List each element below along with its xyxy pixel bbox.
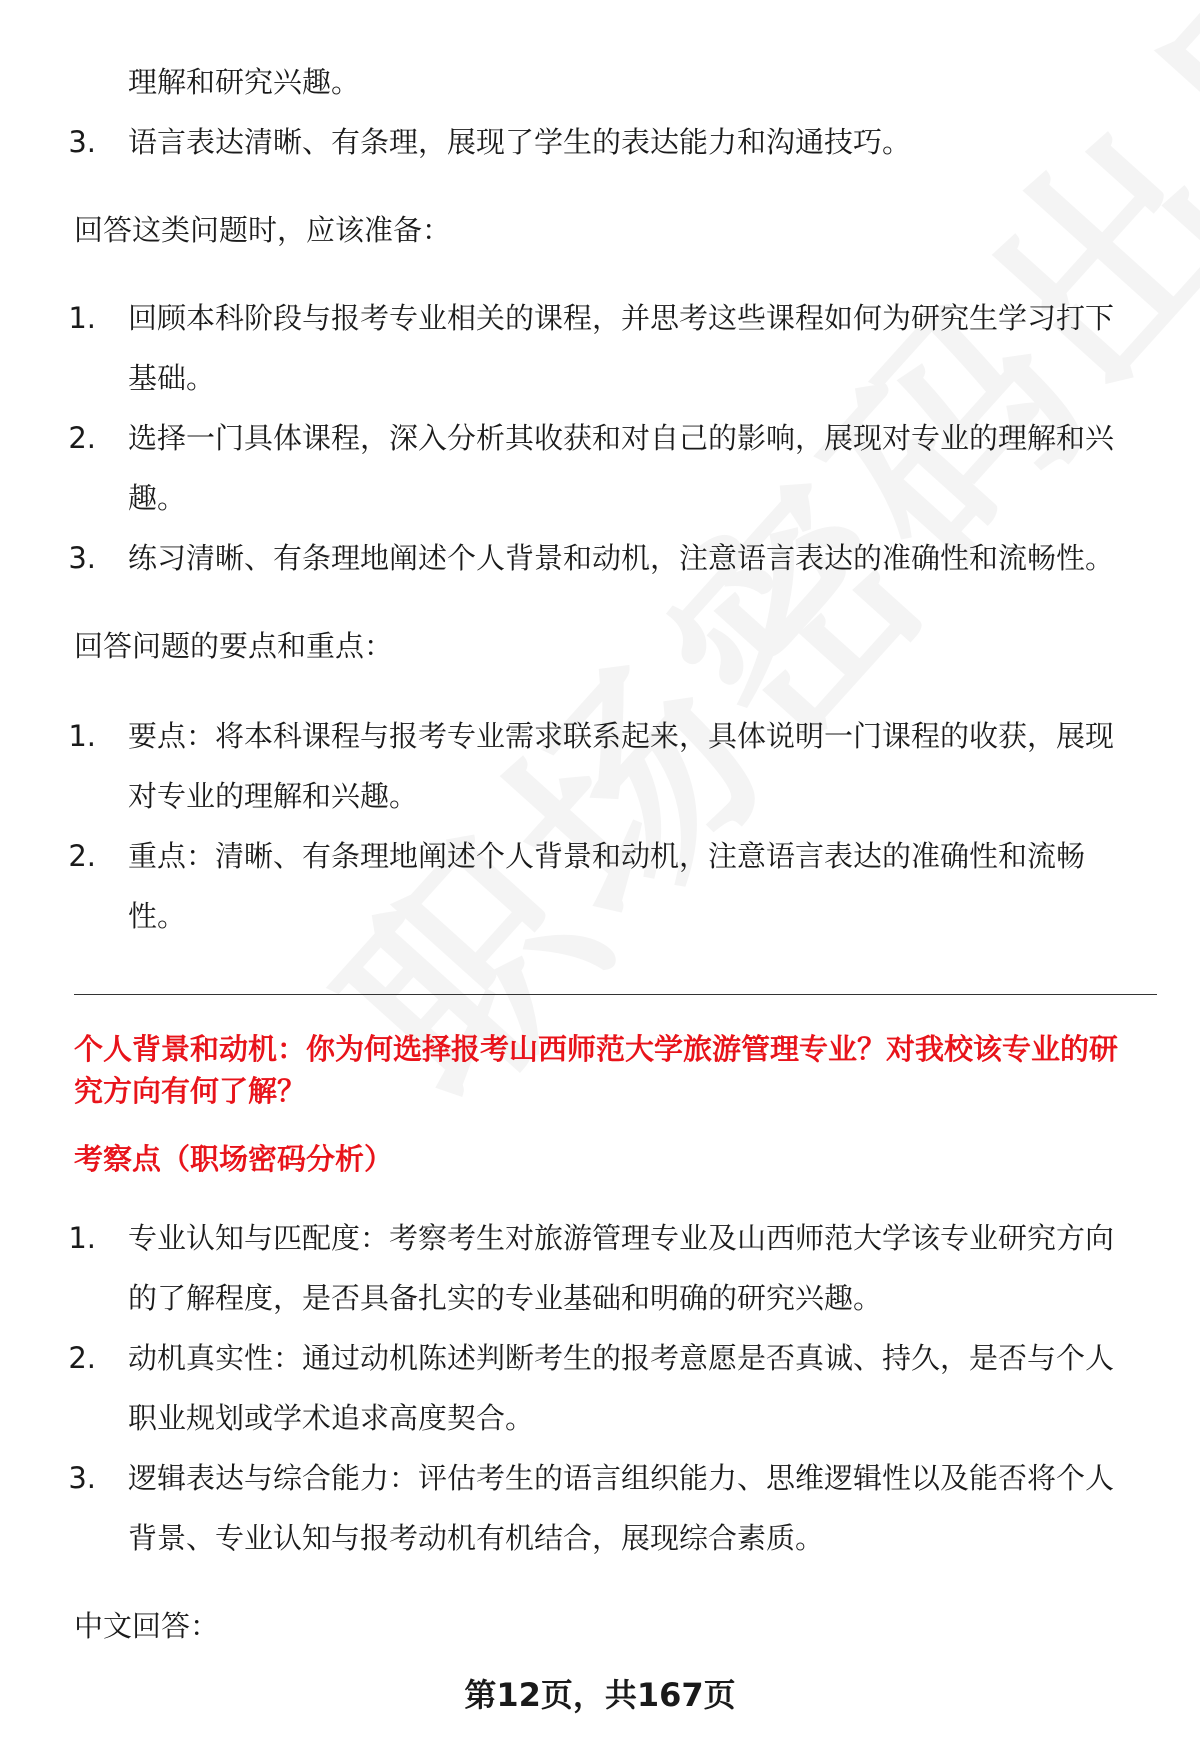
analysis-heading: 考察点（职场密码分析）: [74, 1142, 394, 1176]
list-number: 2.: [68, 1341, 96, 1375]
list-text-continuation: 对专业的理解和兴趣。: [128, 779, 419, 813]
watermark: [260, 265, 1041, 1094]
question-line: 个人背景和动机：你为何选择报考山西师范大学旅游管理专业？对我校该专业的研: [74, 1032, 1119, 1066]
list-text: 练习清晰、有条理地阐述个人背景和动机，注意语言表达的准确性和流畅性。: [128, 541, 1115, 575]
list-item: [68, 528, 1188, 588]
list-number: 2.: [68, 421, 96, 455]
list-text: 要点：将本科课程与报考专业需求联系起来，具体说明一门课程的收获，展现: [128, 719, 1115, 753]
list-number: 3.: [68, 125, 96, 159]
list-text: 回顾本科阶段与报考专业相关的课程，并思考这些课程如何为研究生学习打下: [128, 301, 1115, 335]
list-number: 1.: [68, 719, 96, 753]
list-text-continuation: 基础。: [128, 361, 216, 395]
list-text: 动机真实性：通过动机陈述判断考生的报考意愿是否真诚、持久，是否与个人: [128, 1341, 1115, 1375]
question-line: 究方向有何了解？: [74, 1074, 307, 1108]
list-text: 专业认知与匹配度：考察考生对旅游管理专业及山西师范大学该专业研究方向: [128, 1221, 1115, 1255]
list-item: [68, 1448, 1188, 1508]
list-item-continuation: 理解和研究兴趣。: [128, 65, 361, 99]
list-number: 2.: [68, 839, 96, 873]
list-item: [68, 112, 1128, 172]
keypoints-heading: 回答问题的要点和重点：: [74, 629, 394, 663]
list-text-continuation: 职业规划或学术追求高度契合。: [128, 1401, 535, 1435]
answer-heading: 中文回答：: [74, 1609, 220, 1643]
list-item: [68, 826, 1188, 886]
section-divider: [74, 994, 1157, 995]
page-footer: 第12页，共167页: [464, 1676, 736, 1714]
question-title: [74, 1028, 1164, 1112]
list-item: [68, 706, 1188, 766]
list-text: 逻辑表达与综合能力：评估考生的语言组织能力、思维逻辑性以及能否将个人: [128, 1461, 1115, 1495]
list-number: 3.: [68, 1461, 96, 1495]
list-item: [68, 408, 1188, 468]
list-text: 重点：清晰、有条理地阐述个人背景和动机，注意语言表达的准确性和流畅: [128, 839, 1086, 873]
list-text-continuation: 性。: [128, 899, 187, 933]
list-text: 语言表达清晰、有条理，展现了学生的表达能力和沟通技巧。: [128, 125, 912, 159]
list-number: 1.: [68, 1221, 96, 1255]
list-text-continuation: 趣。: [128, 481, 187, 515]
list-text-continuation: 背景、专业认知与报考动机有机结合，展现综合素质。: [128, 1521, 825, 1555]
list-number: 3.: [68, 541, 96, 575]
list-item: [68, 1328, 1188, 1388]
list-number: 1.: [68, 301, 96, 335]
prep-heading: 回答这类问题时，应该准备：: [74, 213, 452, 247]
list-text-continuation: 的了解程度，是否具备扎实的专业基础和明确的研究兴趣。: [128, 1281, 883, 1315]
list-text: 选择一门具体课程，深入分析其收获和对自己的影响，展现对专业的理解和兴: [128, 421, 1115, 455]
list-item: [68, 1208, 1188, 1268]
list-item: [68, 288, 1188, 348]
